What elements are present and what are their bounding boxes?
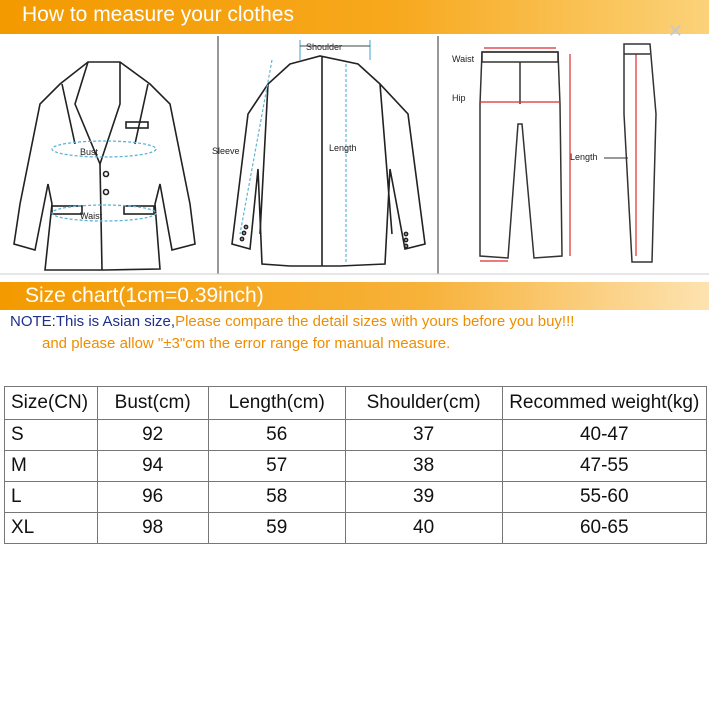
- cell-weight: 40-47: [502, 420, 707, 451]
- note-line-2: and please allow "±3"cm the error range for manual measure.: [42, 335, 451, 352]
- cell-shoulder: 39: [345, 482, 502, 513]
- jacket-back-drawing: [232, 56, 425, 266]
- note-text-a: This is Asian size,: [55, 313, 176, 330]
- cell-shoulder: 40: [345, 513, 502, 544]
- table-row: [5, 420, 707, 451]
- cell-size: XL: [5, 513, 98, 544]
- shoulder-label: Shoulder: [306, 42, 343, 52]
- sleeve-label: Sleeve: [212, 146, 240, 156]
- header-shoulder: Shoulder(cm): [345, 387, 502, 420]
- cell-size: M: [5, 451, 98, 482]
- header-title: How to measure your clothes: [22, 3, 294, 26]
- table-row: [5, 482, 707, 513]
- pants-waist-label: Waist: [452, 54, 475, 64]
- size-chart-banner: [0, 282, 709, 310]
- length-label-jacket: Length: [329, 143, 357, 153]
- cell-bust: 92: [97, 420, 208, 451]
- cell-weight: 55-60: [502, 482, 707, 513]
- cell-weight: 60-65: [502, 513, 707, 544]
- size-chart-title: Size chart(1cm=0.39inch): [25, 284, 264, 307]
- table-row: [5, 513, 707, 544]
- table-header-row: [5, 387, 707, 420]
- size-table: [4, 386, 707, 544]
- cell-bust: 96: [97, 482, 208, 513]
- table-row: [5, 451, 707, 482]
- pants-hip-label: Hip: [452, 93, 466, 103]
- cell-length: 58: [208, 482, 345, 513]
- bust-label: Bust: [80, 147, 99, 157]
- cell-length: 59: [208, 513, 345, 544]
- cell-length: 56: [208, 420, 345, 451]
- cell-size: L: [5, 482, 98, 513]
- cell-shoulder: 38: [345, 451, 502, 482]
- cell-bust: 94: [97, 451, 208, 482]
- header-bust: Bust(cm): [97, 387, 208, 420]
- note-text-b: Please compare the detail sizes with yours before you buy!!!: [175, 313, 575, 330]
- note-line-1: [10, 313, 574, 330]
- pants-front-drawing: [480, 52, 562, 258]
- jacket-front-drawing: [14, 62, 195, 270]
- measure-illustrations: [0, 34, 709, 280]
- pants-guides: [480, 48, 636, 261]
- pants-length-label: Length: [570, 152, 598, 162]
- header-weight: Recommed weight(kg): [502, 387, 707, 420]
- pants-side-drawing: [624, 44, 656, 262]
- header-size: Size(CN): [5, 387, 98, 420]
- cell-length: 57: [208, 451, 345, 482]
- cell-size: S: [5, 420, 98, 451]
- waist-label: Waist: [80, 211, 103, 221]
- note-label: NOTE:: [10, 313, 56, 330]
- close-icon[interactable]: ✕: [667, 21, 683, 41]
- header-banner: [0, 0, 709, 34]
- cell-weight: 47-55: [502, 451, 707, 482]
- cell-shoulder: 37: [345, 420, 502, 451]
- header-length: Length(cm): [208, 387, 345, 420]
- cell-bust: 98: [97, 513, 208, 544]
